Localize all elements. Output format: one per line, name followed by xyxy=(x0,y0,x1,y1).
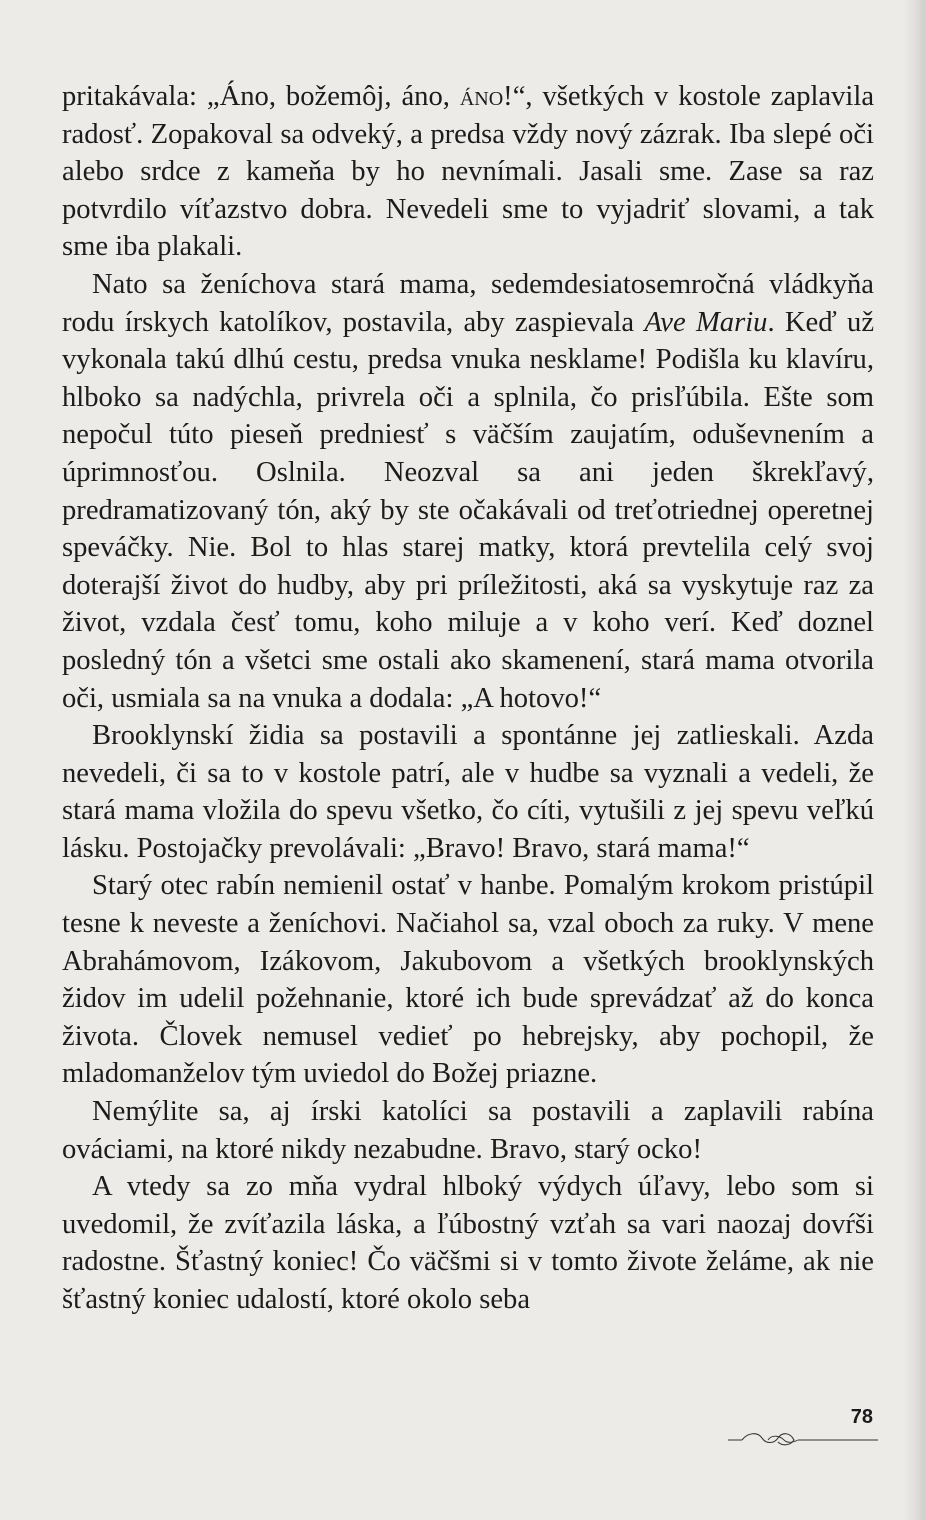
page-edge-shadow xyxy=(903,0,925,1520)
paragraph-3: Brooklynskí židia sa postavili a spontánne jej zatlieskali. Azda nevedeli, či sa to v kostole patrí, ale v hudbe sa vyznali a vedeli, že stará mama vložila do spevu všetko, čo cíti, vytušili z jej spevu veľkú lásku. Postojačky prevolávali: „Bravo! Bravo, stará mama!“ xyxy=(62,720,874,864)
page-number: 78 xyxy=(850,1406,873,1428)
paragraph-6: A vtedy sa zo mňa vydral hlboký výdych úľavy, lebo som si uvedomil, že zvíťazila láska, a ľúbostný vzťah sa vari naozaj dovŕši radostne. Šťastný koniec! Čo väčšmi si v tomto živote želáme, ak nie šťastný koniec udalostí, ktoré okolo seba xyxy=(62,1171,874,1315)
paragraph-2-end: . Keď už vykonala takú dlhú cestu, predsa vnuka nesklame! Podišla ku klavíru, hlboko sa nadýchla, privrela oči a splnila, čo prisľúbila. Ešte som nepočul túto pieseň predniesť s väčším zaujatím, oduševnením a úprimnosťou. Oslnila. Neozval sa ani jeden škrekľavý, predramatizovaný tón, aký by ste očakávali od treťotriednej operetnej speváčky. Nie. Bol to hlas starej matky, ktorá prevtelila celý svoj doterajší život do hudby, aby pri príležitosti, aká sa vyskytuje raz za život, vzdala česť tomu, koho miluje a v koho verí. Keď doznel posledný tón a všetci sme ostali ako skamenení, stará mama otvorila oči, usmiala sa na vnuka a dodala: „A hotovo!“ xyxy=(62,306,875,714)
paragraph-1-smallcaps: áno xyxy=(459,81,504,112)
paragraph-2 xyxy=(62,266,874,717)
paragraph-2-start: Nato sa ženíchova stará mama, sedemdesiatosemročná vládkyňa rodu írskych katolíkov, postavila, aby zaspievala xyxy=(62,268,874,338)
paragraph-2-italic-title: Ave Mariu xyxy=(644,306,768,338)
paragraph-5: Nemýlite sa, aj írski katolíci sa postavili a zaplavili rabína ováciami, na ktoré nikdy nezabudne. Bravo, starý ocko! xyxy=(62,1096,874,1165)
paragraph-4: Starý otec rabín nemienil ostať v hanbe. Pomalým krokom pristúpil tesne k neveste a ženíchovi. Načiahol sa, vzal oboch za ruky. V mene Abrahámovom, Izákovom, Jakubovom a všetkých brooklynských židov im udelil požehnanie, ktoré ich bude sprevádzať až do konca života. Človek nemusel vedieť po hebrejsky, aby pochopil, že mladomanželov tým uviedol do Božej priazne. xyxy=(62,870,874,1090)
paragraph-1-start: pritakávala: „Áno, božemôj, áno, xyxy=(62,81,460,112)
flourish-ornament-icon xyxy=(728,1428,878,1452)
paragraph-1 xyxy=(62,78,874,266)
paragraph-1-end: !“, všetkých v kostole zaplavila radosť. Zopakoval sa odveký, a predsa vždy nový zázrak. Iba slepé oči alebo srdce z kameňa by ho nevnímali. Jasali sme. Zase sa raz potvrdilo víťazstvo dobra. Nevedeli sme to vyjadriť slovami, a tak sme iba plakali. xyxy=(62,81,875,263)
body-text xyxy=(62,78,874,1319)
